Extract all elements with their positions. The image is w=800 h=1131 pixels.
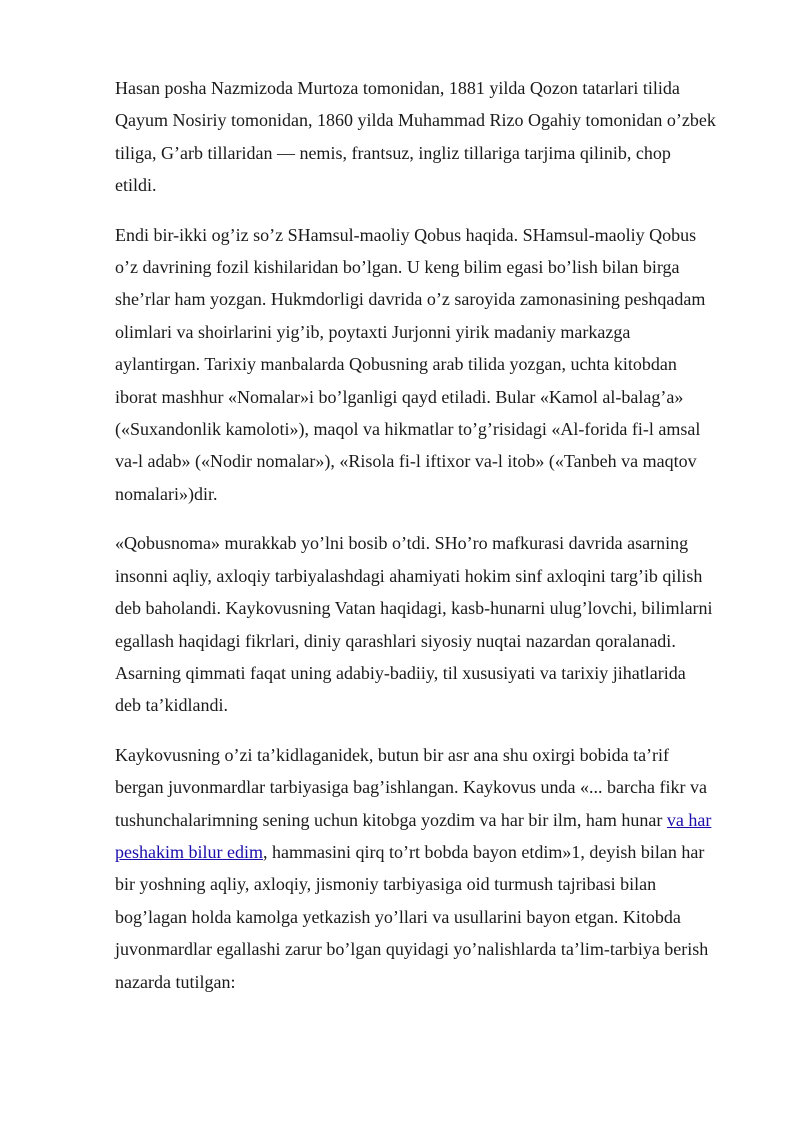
text-line: bog’lagan holda kamolga yetkazish yo’llari va usullarini bayon etgan. Kitobda <box>115 906 681 927</box>
text-line: iborat mashhur «Nomalar»i bo’lganligi qayd etiladi. Bular «Kamol al-balag’a» <box>115 386 684 407</box>
text-line: «Qobusnoma» murakkab yo’lni bosib o’tdi. SHo’ro mafkurasi davrida asarning <box>115 533 689 554</box>
text-line: bergan juvonmardlar tarbiyasiga bag’ishlangan. Kaykovus unda «... barcha fikr va <box>115 777 707 798</box>
text-line: olimlari va shoirlarini yig’ib, poytaxti Jurjonni yirik madaniy markazga <box>115 321 631 342</box>
text-line: etildi. <box>115 175 157 196</box>
text-line: bir yoshning aqliy, axloqiy, jismoniy tarbiyasiga oid turmush tajribasi bilan <box>115 874 657 895</box>
text-line: Hasan posha Nazmizoda Murtoza tomonidan, 1881 yilda Qozon tatarlari tilida <box>115 78 680 98</box>
text-line: aylantirgan. Tarixiy manbalarda Qobusning arab tilida yozgan, uchta kitobdan <box>115 354 677 375</box>
text-line: juvonmardlar egallashi zarur bo’lgan quyidagi yo’nalishlarda ta’lim-tarbiya berish <box>115 939 709 960</box>
text-line: Qayum Nosiriy tomonidan, 1860 yilda Muhammad Rizo Ogahiy tomonidan o’zbek <box>115 110 716 131</box>
paragraph-qobus <box>115 219 744 511</box>
text-line: Endi bir-ikki og’iz so’z SHamsul-maoliy Qobus haqida. SHamsul-maoliy Qobus <box>115 224 697 245</box>
paragraph-qobusnoma-path <box>115 527 744 721</box>
text-line: egallash haqidagi fikrlari, diniy qarashlari siyosiy nuqtai nazardan qoralanadi. <box>115 630 676 651</box>
text-line: she’rlar ham yozgan. Hukmdorligi davrida o’z saroyida zamonasining peshqadam <box>115 289 706 310</box>
text-line: nazarda tutilgan: <box>115 971 236 992</box>
paragraph-translations <box>115 72 744 202</box>
text-line: , hammasini qirq to’rt bobda bayon etdim»1, deyish bilan har <box>262 841 705 862</box>
text-line: deb baholandi. Kaykovusning Vatan haqidagi, kasb-hunarni ulug’lovchi, bilimlarni <box>115 598 713 619</box>
text-line: Asarning qimmati faqat uning adabiy-badiiy, til xususiyati va tarixiy jihatlarida <box>115 662 686 683</box>
text-line: va-l adab» («Nodir nomalar»), «Risola fi-l iftixor va-l itob» («Tanbeh va maqtov <box>115 451 697 472</box>
text-line: («Suxandonlik kamoloti»), maqol va hikmatlar to’g’risidagi «Al-forida fi-l amsal <box>115 419 701 440</box>
text-line: tiliga, G’arb tillaridan — nemis, frantsuz, ingliz tillariga tarjima qilinib, chop <box>115 142 671 163</box>
text-line: tushunchalarimning sening uchun kitobga yozdim va har bir ilm, ham hunar <box>115 809 667 830</box>
text-line: insonni aqliy, axloqiy tarbiyalashdagi ahamiyati hokim sinf axloqini targ’ib qilish <box>115 565 703 586</box>
text-line: o’z davrining fozil kishilaridan bo’lgan. U keng bilim egasi bo’lish bilan birga <box>115 257 680 278</box>
text-line: nomalari»)dir. <box>115 483 218 504</box>
inline-link-part-1[interactable]: va har <box>666 809 712 830</box>
paragraph-kaykovus <box>115 739 744 998</box>
inline-link-part-2[interactable]: peshakim bilur edim <box>115 841 263 862</box>
text-line: deb ta’kidlandi. <box>115 695 228 716</box>
text-line: Kaykovusning o’zi ta’kidlaganidek, butun bir asr ana shu oxirgi bobida ta’rif <box>115 744 670 765</box>
